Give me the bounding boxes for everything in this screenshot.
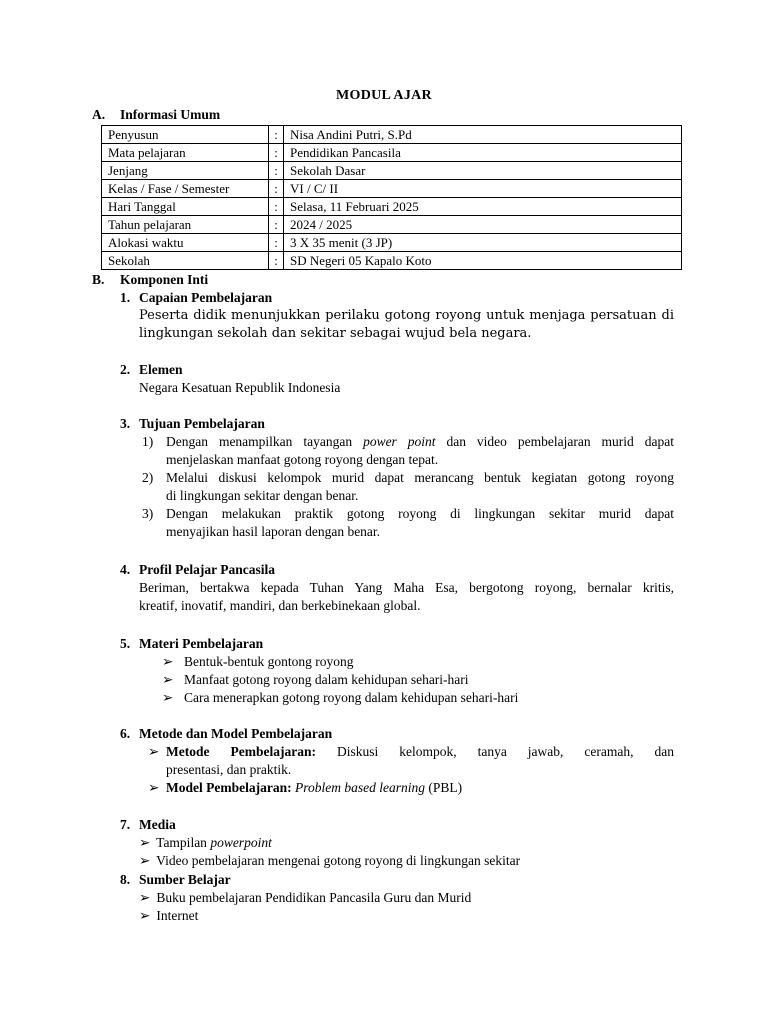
section-a-title: Informasi Umum xyxy=(120,107,221,122)
sumber-number: 8. xyxy=(120,872,131,887)
info-value: 2024 / 2025 xyxy=(284,216,682,234)
elemen-heading: Elemen xyxy=(139,362,183,377)
arrow-bullet-icon: ➢ xyxy=(148,744,160,759)
tujuan-item-line2: menyajikan hasil laporan dengan benar. xyxy=(166,524,381,539)
metode-text-line2: presentasi, dan praktik. xyxy=(166,762,292,777)
arrow-bullet-icon: ➢ xyxy=(139,853,151,868)
section-b-label: B. xyxy=(92,272,105,287)
materi-number: 5. xyxy=(120,636,131,651)
tujuan-item-text: Dengan menampilkan tayangan xyxy=(166,434,364,449)
media-number: 7. xyxy=(120,817,131,832)
info-row xyxy=(102,162,682,180)
info-row xyxy=(102,198,682,216)
sumber-item-text: Internet xyxy=(156,908,199,923)
info-separator: : xyxy=(269,198,284,216)
media-item xyxy=(139,852,520,870)
elemen-text: Negara Kesatuan Republik Indonesia xyxy=(139,380,341,395)
tujuan-item-number: 2) xyxy=(142,470,154,485)
elemen-number: 2. xyxy=(120,362,131,377)
materi-item xyxy=(162,653,353,671)
profil-text-line1: Beriman, bertakwa kepada Tuhan Yang Maha Esa, bergotong royong, bernalar kritis, xyxy=(139,580,674,595)
info-separator: : xyxy=(269,126,284,144)
sumber-item xyxy=(139,907,198,925)
materi-item xyxy=(162,671,469,689)
info-separator: : xyxy=(269,234,284,252)
model-italic: Problem based learning xyxy=(294,780,425,795)
arrow-bullet-icon: ➢ xyxy=(162,690,174,705)
metode-heading: Metode dan Model Pembelajaran xyxy=(139,726,333,741)
tujuan-item-text-after: dan video pembelajaran murid dapat xyxy=(435,434,674,449)
info-separator: : xyxy=(269,144,284,162)
metode-text: Diskusi kelompok, tanya jawab, ceramah, dan xyxy=(336,744,674,759)
info-row xyxy=(102,180,682,198)
media-item xyxy=(139,834,272,852)
capaian-number: 1. xyxy=(120,290,131,305)
tujuan-item-line2: menjelaskan manfaat gotong royong dengan tepat. xyxy=(166,452,439,467)
info-value: Selasa, 11 Februari 2025 xyxy=(284,198,682,216)
capaian-heading: Capaian Pembelajaran xyxy=(139,290,273,305)
tujuan-item-number: 3) xyxy=(142,506,154,521)
info-row xyxy=(102,144,682,162)
info-separator: : xyxy=(269,252,284,270)
materi-item-text: Bentuk-bentuk gontong royong xyxy=(184,654,354,669)
info-separator: : xyxy=(269,180,284,198)
info-label: Hari Tanggal xyxy=(102,198,269,216)
media-item-text: Tampilan xyxy=(156,835,211,850)
section-a-label: A. xyxy=(92,107,106,122)
info-row xyxy=(102,216,682,234)
profil-text-line2: kreatif, inovatif, mandiri, dan berkebinekaan global. xyxy=(139,598,421,613)
media-item-italic: powerpoint xyxy=(210,835,272,850)
info-table xyxy=(101,125,682,270)
profil-number: 4. xyxy=(120,562,131,577)
info-label: Sekolah xyxy=(102,252,269,270)
arrow-bullet-icon: ➢ xyxy=(139,890,151,905)
info-label: Kelas / Fase / Semester xyxy=(102,180,269,198)
info-row xyxy=(102,126,682,144)
tujuan-item-line xyxy=(166,433,674,451)
info-label: Alokasi waktu xyxy=(102,234,269,252)
tujuan-item-line2: di lingkungan sekitar dengan benar. xyxy=(166,488,359,503)
info-value: VI / C/ II xyxy=(284,180,682,198)
info-value: 3 X 35 menit (3 JP) xyxy=(284,234,682,252)
info-separator: : xyxy=(269,162,284,180)
info-value: SD Negeri 05 Kapalo Koto xyxy=(284,252,682,270)
arrow-bullet-icon: ➢ xyxy=(139,835,151,850)
arrow-bullet-icon: ➢ xyxy=(162,654,174,669)
model-label: Model Pembelajaran: xyxy=(166,780,292,795)
metode-label: Metode Pembelajaran: xyxy=(166,744,316,759)
info-value: Sekolah Dasar xyxy=(284,162,682,180)
info-row xyxy=(102,234,682,252)
info-label: Jenjang xyxy=(102,162,269,180)
document-title: MODUL AJAR xyxy=(336,88,432,103)
materi-item xyxy=(162,689,518,707)
metode-number: 6. xyxy=(120,726,131,741)
model-item xyxy=(166,779,462,797)
media-item-text: Video pembelajaran mengenai gotong royong di lingkungan sekitar xyxy=(156,853,521,868)
tujuan-item-number: 1) xyxy=(142,434,154,449)
materi-item-text: Cara menerapkan gotong royong dalam kehidupan sehari-hari xyxy=(184,690,519,705)
profil-heading: Profil Pelajar Pancasila xyxy=(139,562,275,577)
materi-item-text: Manfaat gotong royong dalam kehidupan sehari-hari xyxy=(184,672,469,687)
sumber-heading: Sumber Belajar xyxy=(139,872,231,887)
info-value: Nisa Andini Putri, S.Pd xyxy=(284,126,682,144)
info-label: Tahun pelajaran xyxy=(102,216,269,234)
tujuan-number: 3. xyxy=(120,416,131,431)
sumber-item xyxy=(139,889,471,907)
info-value: Pendidikan Pancasila xyxy=(284,144,682,162)
info-label: Penyusun xyxy=(102,126,269,144)
tujuan-item-italic: power point xyxy=(363,434,436,449)
tujuan-item-line: Melalui diskusi kelompok murid dapat merancang bentuk kegiatan gotong royong xyxy=(166,470,674,485)
info-label: Mata pelajaran xyxy=(102,144,269,162)
tujuan-heading: Tujuan Pembelajaran xyxy=(139,416,265,431)
section-b-title: Komponen Inti xyxy=(120,272,209,287)
info-row xyxy=(102,252,682,270)
materi-heading: Materi Pembelajaran xyxy=(139,636,264,651)
info-separator: : xyxy=(269,216,284,234)
tujuan-item-line: Dengan melakukan praktik gotong royong di lingkungan sekitar murid dapat xyxy=(166,506,674,521)
sumber-item-text: Buku pembelajaran Pendidikan Pancasila Guru dan Murid xyxy=(156,890,472,905)
model-text: (PBL) xyxy=(424,780,463,795)
capaian-text: Peserta didik menunjukkan perilaku gotong royong untuk menjaga persatuan di lingkungan sekolah dan sekitar sebagai wujud bela negara. xyxy=(139,308,674,341)
arrow-bullet-icon: ➢ xyxy=(162,672,174,687)
metode-item xyxy=(166,743,674,761)
media-heading: Media xyxy=(139,817,176,832)
arrow-bullet-icon: ➢ xyxy=(139,908,151,923)
arrow-bullet-icon: ➢ xyxy=(148,780,160,795)
